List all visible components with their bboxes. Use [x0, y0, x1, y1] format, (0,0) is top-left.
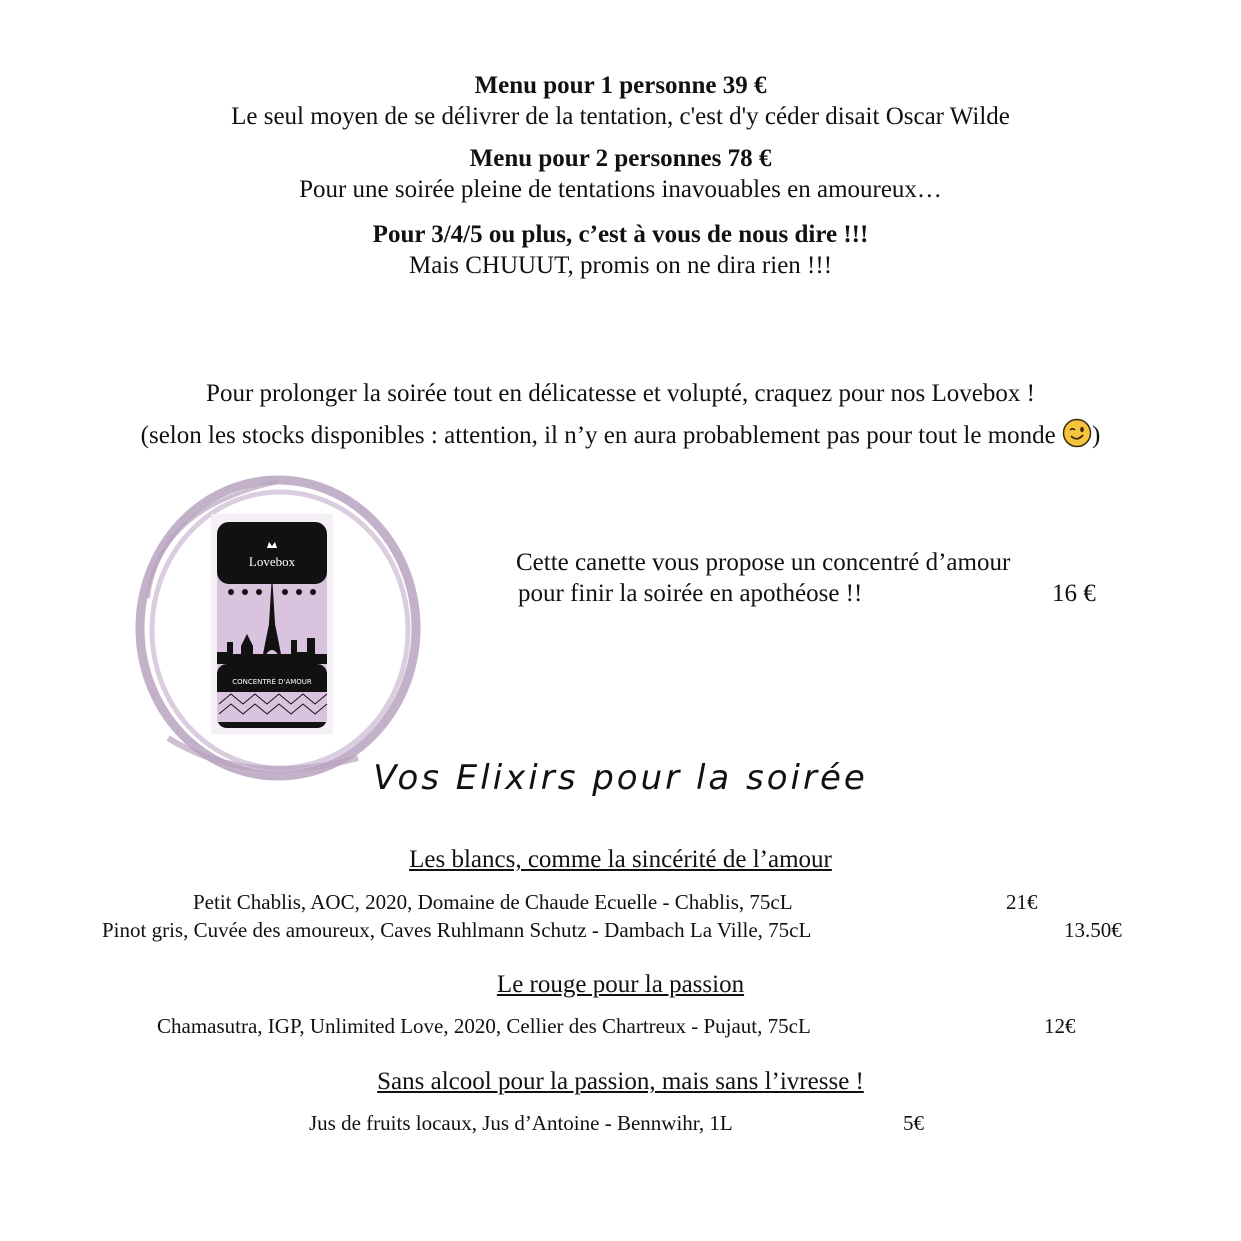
- winking-face-icon: [1062, 418, 1092, 448]
- can-label: CONCENTRÉ D'AMOUR: [232, 678, 312, 686]
- menu-1-subtitle: Le seul moyen de se délivrer de la tentation, c'est d'y céder disait Oscar Wilde: [231, 103, 1010, 130]
- wine-item-name: Petit Chablis, AOC, 2020, Domaine de Chaude Ecuelle - Chablis, 75cL: [193, 890, 793, 914]
- section-heading-non-alcoholic: Sans alcool pour la passion, mais sans l’ivresse !: [377, 1068, 864, 1095]
- lovebox-promo-text: (selon les stocks disponibles : attention, il n’y en aura probablement pas pour tout le monde: [140, 422, 1056, 449]
- wine-item-name: Chamasutra, IGP, Unlimited Love, 2020, Cellier des Chartreux - Pujaut, 75cL: [157, 1014, 811, 1038]
- menu-2-subtitle: Pour une soirée pleine de tentations inavouables en amoureux…: [299, 176, 942, 203]
- elixirs-title: Vos Elixirs pour la soirée: [373, 758, 868, 798]
- wine-item-name: Pinot gris, Cuvée des amoureux, Caves Ruhlmann Schutz - Dambach La Ville, 75cL: [102, 918, 812, 942]
- lovebox-promo-line1: Pour prolonger la soirée tout en délicatesse et volupté, craquez pour nos Lovebox !: [206, 380, 1035, 407]
- lovebox-promo-paren: ): [1092, 422, 1101, 449]
- wine-item-name: Jus de fruits locaux, Jus d’Antoine - Bennwihr, 1L: [309, 1111, 733, 1135]
- wine-item-price: 12€: [1044, 1014, 1076, 1038]
- section-heading-whites: Les blancs, comme la sincérité de l’amour: [409, 846, 832, 873]
- section-heading-red: Le rouge pour la passion: [496, 971, 745, 998]
- can-brand: Lovebox: [248, 554, 296, 569]
- menu-1-title: Menu pour 1 personne 39 €: [474, 72, 767, 99]
- lovebox-can-image: [211, 514, 333, 734]
- lovebox-promo-line2: [0, 418, 1241, 450]
- wine-item-price: 5€: [903, 1111, 924, 1135]
- can-description-line2: pour finir la soirée en apothéose !!: [518, 580, 863, 607]
- can-price: 16 €: [1052, 580, 1096, 607]
- menu-group-subtitle: Mais CHUUUT, promis on ne dira rien !!!: [408, 252, 833, 279]
- menu-2-title: Menu pour 2 personnes 78 €: [469, 145, 772, 172]
- wine-item-price: 13.50€: [1064, 918, 1122, 942]
- menu-group-title: Pour 3/4/5 ou plus, c’est à vous de nous dire !!!: [372, 221, 869, 248]
- wine-item-price: 21€: [1006, 890, 1038, 914]
- can-description-line1: Cette canette vous propose un concentré d’amour: [516, 549, 1011, 576]
